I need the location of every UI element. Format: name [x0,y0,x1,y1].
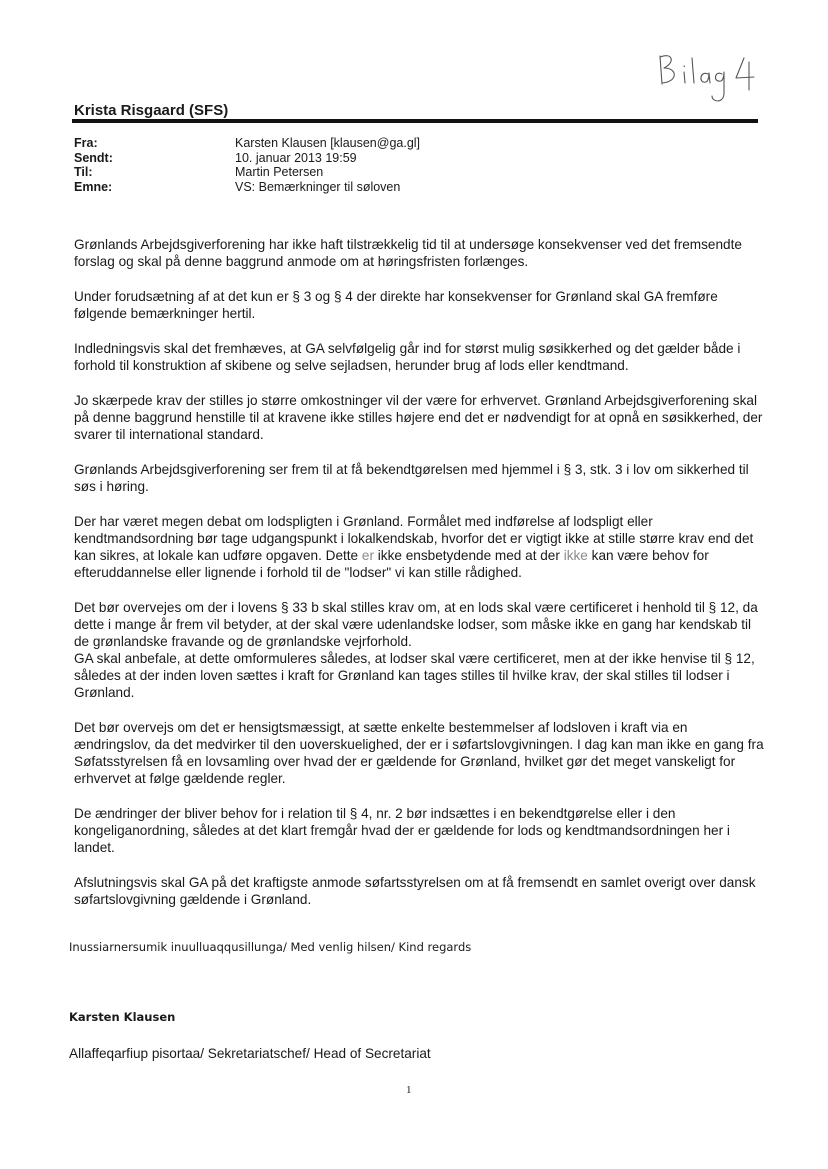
body-paragraph: Under forudsætning af at det kun er § 3 og § 4 der direkte har konsekvenser for Grønland skal GA fremføre følgende bemærkninger hertil. [74,289,718,321]
header-rule [72,119,758,123]
body-paragraph: Grønlands Arbejdsgiverforening har ikke haft tilstrækkelig tid til at undersøge konsekvenser ved det fremsendte forslag og skal på denne baggrund anmode om at høringsfristen forlænges. [74,237,742,269]
closing-greeting: Inussiarnersumik inuulluaqqusillunga/ Med venlig hilsen/ Kind regards [69,940,472,954]
header-from-value: Karsten Klausen [klausen@ga.gl] [235,136,421,150]
body-text-faint: ikke [563,548,588,563]
body-text: Det bør overvejes om der i lovens § 33 b skal stilles krav om, at en lods skal være certificeret i henhold til § 12, da dette i mange år frem vil betyder, at der skal være udenlandske lodser, som måske ikke en gang har kendskab til de grønlandske fravande og de grønlandske vejrforhold. [74,600,758,649]
body-paragraph: Grønlands Arbejdsgiverforening ser frem til at få bekendtgørelsen med hjemmel i § 3, stk. 3 i lov om sikkerhed til søs i høring. [74,462,749,494]
header-to-label: Til: [74,165,93,179]
header-sent-value: 10. januar 2013 19:59 [235,150,357,165]
body-text: kan være behov for efteruddannelse eller lignende i forhold til de "lodser" vi kan stille rådighed. [74,548,709,580]
header-sent [74,151,420,166]
header-sent-label: Sendt: [74,150,113,165]
signature-title: Allaffeqarfiup pisortaa/ Sekretariatschef/ Head of Secretariat [69,1046,431,1061]
body-paragraph: Det bør overvejs om det er hensigtsmæssigt, at sætte enkelte bestemmelser af lodsloven i kraft via en ændringslov, da det medvirker til den uoverskuelighed, der er i søfartslovgivningen. I dag kan man ikke en gang fra Søfatsstyrelsen få en lovsamling over hvad der er gældende for Grønland, hvilket gør det meget vanskeligt for erhvervet at følge gældende regler. [74,720,764,786]
body-paragraph: Afslutningsvis skal GA på det kraftigste anmode søfartsstyrelsen om at få fremsendt en samlet overigt over dansk søfartslovgivning gældende i Grønland. [74,875,756,907]
handwritten-annotation [652,50,762,110]
body-paragraph: De ændringer der bliver behov for i relation til § 4, nr. 2 bør indsættes i en bekendtgørelse eller i den kongeliganordning, således at det klart fremgår hvad der er gældende for lods og kendtmandsordningen her i landet. [74,806,730,855]
body-paragraph: Jo skærpede krav der stilles jo større omkostninger vil der være for erhvervet. Grønland Arbejdsgiverforening skal på denne baggrund henstille til at kravene ikke stilles højere end det er nødvendigt for at opnå en søsikkerhed, der svarer til international standard. [74,393,763,442]
body-text: ikke ensbetydende med at der [374,548,564,563]
body-text: Der har været megen debat om lodspligten i Grønland. Formålet med indførelse af lodspligt eller kendtmandsordning bør tage udgangspunkt i lokalkendskab, hvorfor det er vigtigt ikke at stille større krav end det kan sikres, at lokale kan udføre opgaven. Dette [74,514,754,563]
body-paragraph: Indledningsvis skal det fremhæves, at GA selvfølgelig går ind for størst mulig søsikkerhed og det gælder både i forhold til konstruktion af skibene og selve sejladsen, herunder brug af lods eller kendtmand. [74,341,741,373]
email-headers [74,136,420,194]
header-to [74,165,420,180]
email-body [74,236,764,926]
body-text: GA skal anbefale, at dette omformuleres således, at lodser skal være certificeret, men at der ikke henvise til § 12, således at der inden loven sættes i kraft for Grønland kan tages stilles til hvilke krav, der skal stilles til lodser i Grønland. [74,651,755,700]
body-text-faint: er [361,548,374,563]
header-to-value: Martin Petersen [235,165,324,179]
page-number: 1 [406,1084,412,1096]
sender-name: Krista Risgaard (SFS) [74,102,229,119]
header-from-label: Fra: [74,136,98,150]
body-paragraph [74,599,764,701]
header-from [74,136,420,151]
signature-name: Karsten Klausen [69,1010,176,1024]
header-subject-value: VS: Bemærkninger til søloven [235,179,401,194]
header-subject [74,180,420,195]
body-paragraph [74,513,764,581]
header-subject-label: Emne: [74,179,113,194]
